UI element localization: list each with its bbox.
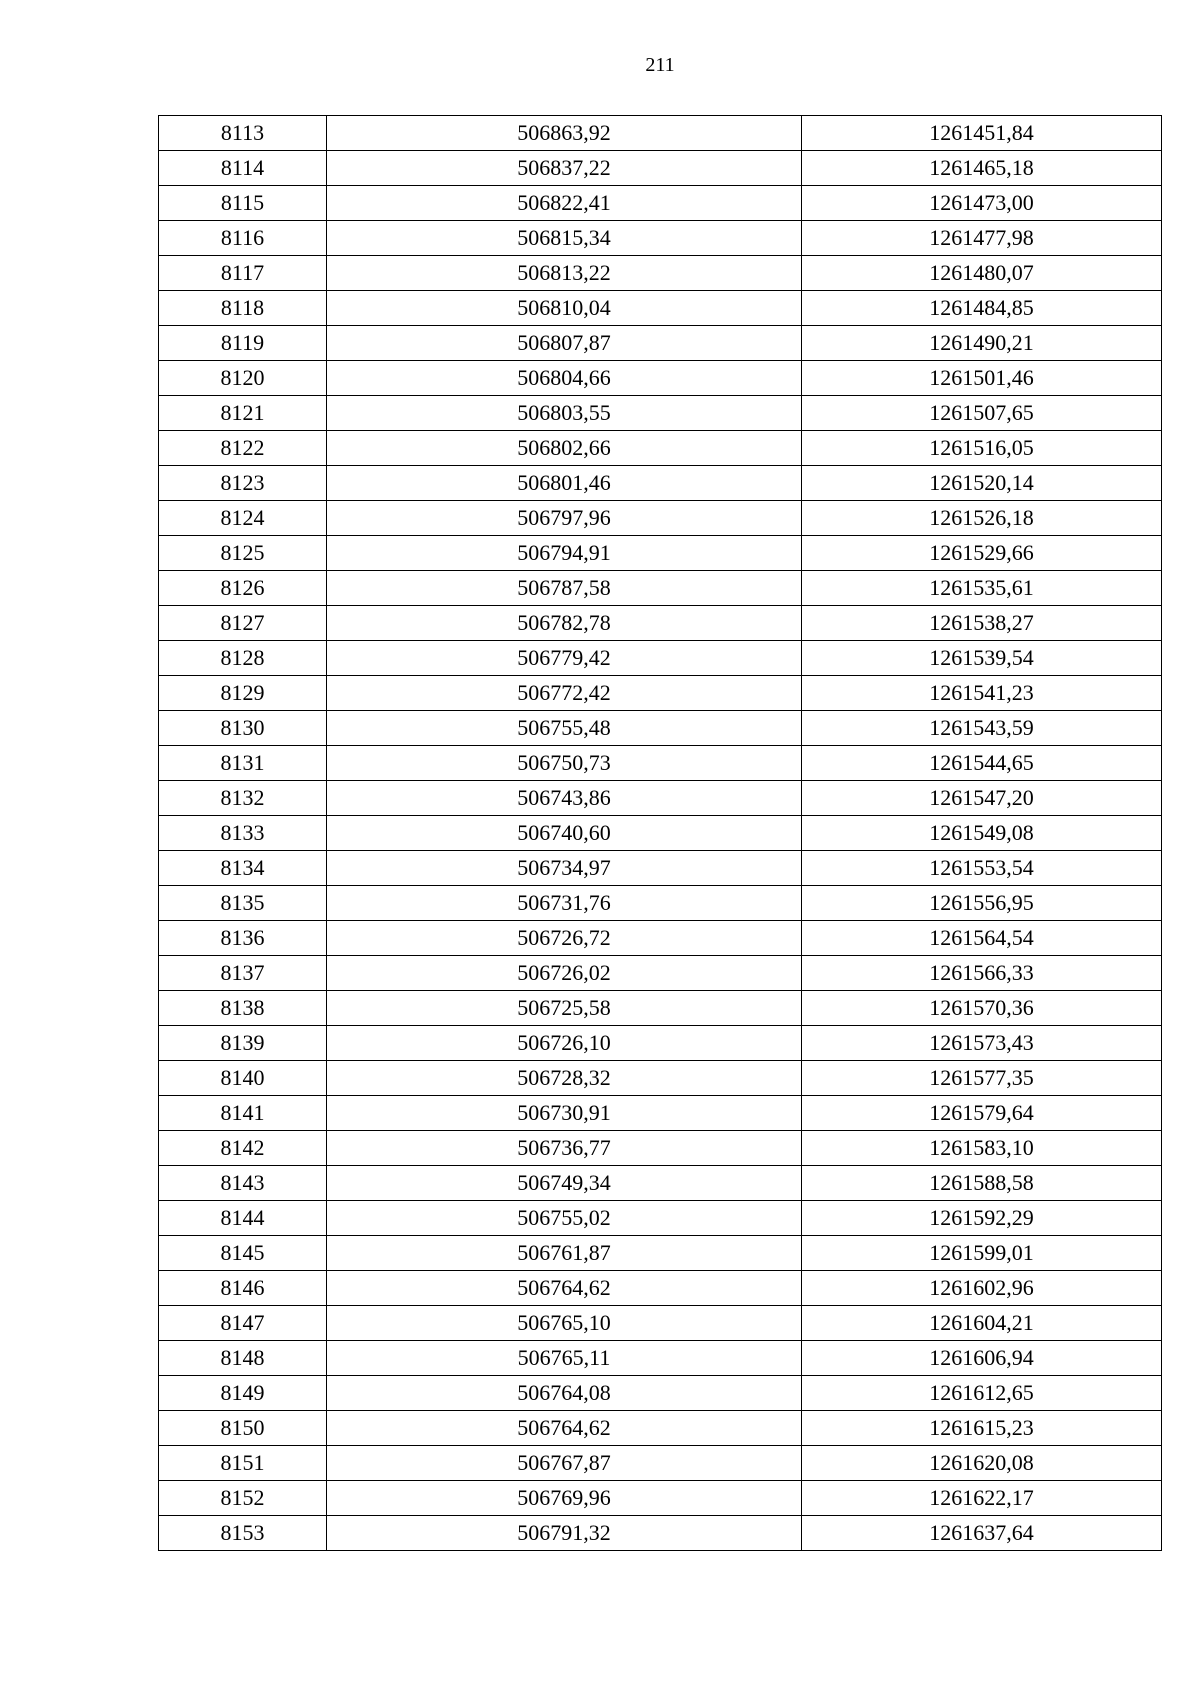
x-coordinate-cell: 506726,02 bbox=[327, 956, 802, 991]
y-coordinate-cell: 1261577,35 bbox=[802, 1061, 1162, 1096]
table-row bbox=[159, 781, 1162, 816]
y-coordinate-cell: 1261599,01 bbox=[802, 1236, 1162, 1271]
table-row bbox=[159, 746, 1162, 781]
x-coordinate-cell: 506804,66 bbox=[327, 361, 802, 396]
x-coordinate-cell: 506807,87 bbox=[327, 326, 802, 361]
point-number-cell: 8133 bbox=[159, 816, 327, 851]
table-row bbox=[159, 1236, 1162, 1271]
y-coordinate-cell: 1261637,64 bbox=[802, 1516, 1162, 1551]
table-row bbox=[159, 1096, 1162, 1131]
y-coordinate-cell: 1261588,58 bbox=[802, 1166, 1162, 1201]
y-coordinate-cell: 1261541,23 bbox=[802, 676, 1162, 711]
y-coordinate-cell: 1261615,23 bbox=[802, 1411, 1162, 1446]
point-number-cell: 8127 bbox=[159, 606, 327, 641]
point-number-cell: 8138 bbox=[159, 991, 327, 1026]
x-coordinate-cell: 506726,10 bbox=[327, 1026, 802, 1061]
point-number-cell: 8126 bbox=[159, 571, 327, 606]
y-coordinate-cell: 1261451,84 bbox=[802, 116, 1162, 151]
point-number-cell: 8117 bbox=[159, 256, 327, 291]
y-coordinate-cell: 1261520,14 bbox=[802, 466, 1162, 501]
table-row bbox=[159, 431, 1162, 466]
x-coordinate-cell: 506764,08 bbox=[327, 1376, 802, 1411]
x-coordinate-cell: 506734,97 bbox=[327, 851, 802, 886]
point-number-cell: 8153 bbox=[159, 1516, 327, 1551]
point-number-cell: 8115 bbox=[159, 186, 327, 221]
y-coordinate-cell: 1261602,96 bbox=[802, 1271, 1162, 1306]
x-coordinate-cell: 506779,42 bbox=[327, 641, 802, 676]
coordinates-table bbox=[158, 115, 1162, 1551]
y-coordinate-cell: 1261529,66 bbox=[802, 536, 1162, 571]
x-coordinate-cell: 506725,58 bbox=[327, 991, 802, 1026]
x-coordinate-cell: 506791,32 bbox=[327, 1516, 802, 1551]
x-coordinate-cell: 506794,91 bbox=[327, 536, 802, 571]
x-coordinate-cell: 506767,87 bbox=[327, 1446, 802, 1481]
point-number-cell: 8122 bbox=[159, 431, 327, 466]
page-number: 211 bbox=[645, 54, 675, 76]
y-coordinate-cell: 1261620,08 bbox=[802, 1446, 1162, 1481]
x-coordinate-cell: 506815,34 bbox=[327, 221, 802, 256]
y-coordinate-cell: 1261465,18 bbox=[802, 151, 1162, 186]
y-coordinate-cell: 1261622,17 bbox=[802, 1481, 1162, 1516]
point-number-cell: 8140 bbox=[159, 1061, 327, 1096]
point-number-cell: 8135 bbox=[159, 886, 327, 921]
x-coordinate-cell: 506837,22 bbox=[327, 151, 802, 186]
point-number-cell: 8134 bbox=[159, 851, 327, 886]
x-coordinate-cell: 506772,42 bbox=[327, 676, 802, 711]
table-row bbox=[159, 676, 1162, 711]
point-number-cell: 8113 bbox=[159, 116, 327, 151]
x-coordinate-cell: 506769,96 bbox=[327, 1481, 802, 1516]
y-coordinate-cell: 1261543,59 bbox=[802, 711, 1162, 746]
point-number-cell: 8125 bbox=[159, 536, 327, 571]
y-coordinate-cell: 1261490,21 bbox=[802, 326, 1162, 361]
x-coordinate-cell: 506726,72 bbox=[327, 921, 802, 956]
table-row bbox=[159, 956, 1162, 991]
x-coordinate-cell: 506731,76 bbox=[327, 886, 802, 921]
table-row bbox=[159, 1411, 1162, 1446]
y-coordinate-cell: 1261592,29 bbox=[802, 1201, 1162, 1236]
x-coordinate-cell: 506810,04 bbox=[327, 291, 802, 326]
point-number-cell: 8147 bbox=[159, 1306, 327, 1341]
table-row bbox=[159, 1481, 1162, 1516]
x-coordinate-cell: 506782,78 bbox=[327, 606, 802, 641]
point-number-cell: 8149 bbox=[159, 1376, 327, 1411]
y-coordinate-cell: 1261516,05 bbox=[802, 431, 1162, 466]
x-coordinate-cell: 506764,62 bbox=[327, 1271, 802, 1306]
point-number-cell: 8136 bbox=[159, 921, 327, 956]
point-number-cell: 8114 bbox=[159, 151, 327, 186]
y-coordinate-cell: 1261480,07 bbox=[802, 256, 1162, 291]
y-coordinate-cell: 1261549,08 bbox=[802, 816, 1162, 851]
table-row bbox=[159, 886, 1162, 921]
table-row bbox=[159, 1201, 1162, 1236]
y-coordinate-cell: 1261573,43 bbox=[802, 1026, 1162, 1061]
table-row bbox=[159, 116, 1162, 151]
table-row bbox=[159, 851, 1162, 886]
x-coordinate-cell: 506802,66 bbox=[327, 431, 802, 466]
table-row bbox=[159, 606, 1162, 641]
point-number-cell: 8141 bbox=[159, 1096, 327, 1131]
x-coordinate-cell: 506822,41 bbox=[327, 186, 802, 221]
table-row bbox=[159, 256, 1162, 291]
table-row bbox=[159, 1271, 1162, 1306]
table-row bbox=[159, 221, 1162, 256]
y-coordinate-cell: 1261579,64 bbox=[802, 1096, 1162, 1131]
y-coordinate-cell: 1261556,95 bbox=[802, 886, 1162, 921]
table-row bbox=[159, 1026, 1162, 1061]
y-coordinate-cell: 1261538,27 bbox=[802, 606, 1162, 641]
x-coordinate-cell: 506728,32 bbox=[327, 1061, 802, 1096]
table-row bbox=[159, 186, 1162, 221]
x-coordinate-cell: 506750,73 bbox=[327, 746, 802, 781]
table-row bbox=[159, 1061, 1162, 1096]
x-coordinate-cell: 506787,58 bbox=[327, 571, 802, 606]
x-coordinate-cell: 506755,48 bbox=[327, 711, 802, 746]
x-coordinate-cell: 506749,34 bbox=[327, 1166, 802, 1201]
x-coordinate-cell: 506801,46 bbox=[327, 466, 802, 501]
y-coordinate-cell: 1261544,65 bbox=[802, 746, 1162, 781]
table-row bbox=[159, 711, 1162, 746]
x-coordinate-cell: 506730,91 bbox=[327, 1096, 802, 1131]
coordinates-table-body bbox=[159, 116, 1162, 1551]
point-number-cell: 8116 bbox=[159, 221, 327, 256]
table-row bbox=[159, 921, 1162, 956]
y-coordinate-cell: 1261553,54 bbox=[802, 851, 1162, 886]
y-coordinate-cell: 1261477,98 bbox=[802, 221, 1162, 256]
point-number-cell: 8119 bbox=[159, 326, 327, 361]
y-coordinate-cell: 1261583,10 bbox=[802, 1131, 1162, 1166]
point-number-cell: 8151 bbox=[159, 1446, 327, 1481]
table-row bbox=[159, 361, 1162, 396]
table-row bbox=[159, 1131, 1162, 1166]
x-coordinate-cell: 506863,92 bbox=[327, 116, 802, 151]
x-coordinate-cell: 506740,60 bbox=[327, 816, 802, 851]
table-row bbox=[159, 536, 1162, 571]
point-number-cell: 8131 bbox=[159, 746, 327, 781]
point-number-cell: 8152 bbox=[159, 1481, 327, 1516]
point-number-cell: 8142 bbox=[159, 1131, 327, 1166]
point-number-cell: 8121 bbox=[159, 396, 327, 431]
table-row bbox=[159, 1166, 1162, 1201]
point-number-cell: 8143 bbox=[159, 1166, 327, 1201]
x-coordinate-cell: 506765,11 bbox=[327, 1341, 802, 1376]
point-number-cell: 8146 bbox=[159, 1271, 327, 1306]
y-coordinate-cell: 1261526,18 bbox=[802, 501, 1162, 536]
y-coordinate-cell: 1261501,46 bbox=[802, 361, 1162, 396]
table-row bbox=[159, 1341, 1162, 1376]
table-row bbox=[159, 1376, 1162, 1411]
point-number-cell: 8123 bbox=[159, 466, 327, 501]
x-coordinate-cell: 506761,87 bbox=[327, 1236, 802, 1271]
table-row bbox=[159, 326, 1162, 361]
x-coordinate-cell: 506743,86 bbox=[327, 781, 802, 816]
y-coordinate-cell: 1261564,54 bbox=[802, 921, 1162, 956]
y-coordinate-cell: 1261606,94 bbox=[802, 1341, 1162, 1376]
y-coordinate-cell: 1261604,21 bbox=[802, 1306, 1162, 1341]
table-row bbox=[159, 991, 1162, 1026]
x-coordinate-cell: 506764,62 bbox=[327, 1411, 802, 1446]
table-row bbox=[159, 571, 1162, 606]
table-row bbox=[159, 1306, 1162, 1341]
x-coordinate-cell: 506803,55 bbox=[327, 396, 802, 431]
x-coordinate-cell: 506797,96 bbox=[327, 501, 802, 536]
point-number-cell: 8128 bbox=[159, 641, 327, 676]
x-coordinate-cell: 506736,77 bbox=[327, 1131, 802, 1166]
y-coordinate-cell: 1261570,36 bbox=[802, 991, 1162, 1026]
point-number-cell: 8148 bbox=[159, 1341, 327, 1376]
y-coordinate-cell: 1261539,54 bbox=[802, 641, 1162, 676]
point-number-cell: 8137 bbox=[159, 956, 327, 991]
y-coordinate-cell: 1261507,65 bbox=[802, 396, 1162, 431]
y-coordinate-cell: 1261484,85 bbox=[802, 291, 1162, 326]
y-coordinate-cell: 1261547,20 bbox=[802, 781, 1162, 816]
y-coordinate-cell: 1261535,61 bbox=[802, 571, 1162, 606]
point-number-cell: 8118 bbox=[159, 291, 327, 326]
point-number-cell: 8150 bbox=[159, 1411, 327, 1446]
point-number-cell: 8120 bbox=[159, 361, 327, 396]
y-coordinate-cell: 1261566,33 bbox=[802, 956, 1162, 991]
point-number-cell: 8145 bbox=[159, 1236, 327, 1271]
table-row bbox=[159, 816, 1162, 851]
table-row bbox=[159, 1446, 1162, 1481]
y-coordinate-cell: 1261612,65 bbox=[802, 1376, 1162, 1411]
table-row bbox=[159, 1516, 1162, 1551]
table-row bbox=[159, 396, 1162, 431]
table-row bbox=[159, 466, 1162, 501]
point-number-cell: 8129 bbox=[159, 676, 327, 711]
x-coordinate-cell: 506765,10 bbox=[327, 1306, 802, 1341]
point-number-cell: 8144 bbox=[159, 1201, 327, 1236]
table-row bbox=[159, 641, 1162, 676]
point-number-cell: 8139 bbox=[159, 1026, 327, 1061]
point-number-cell: 8132 bbox=[159, 781, 327, 816]
table-row bbox=[159, 151, 1162, 186]
point-number-cell: 8124 bbox=[159, 501, 327, 536]
table-row bbox=[159, 501, 1162, 536]
y-coordinate-cell: 1261473,00 bbox=[802, 186, 1162, 221]
x-coordinate-cell: 506813,22 bbox=[327, 256, 802, 291]
x-coordinate-cell: 506755,02 bbox=[327, 1201, 802, 1236]
point-number-cell: 8130 bbox=[159, 711, 327, 746]
table-row bbox=[159, 291, 1162, 326]
